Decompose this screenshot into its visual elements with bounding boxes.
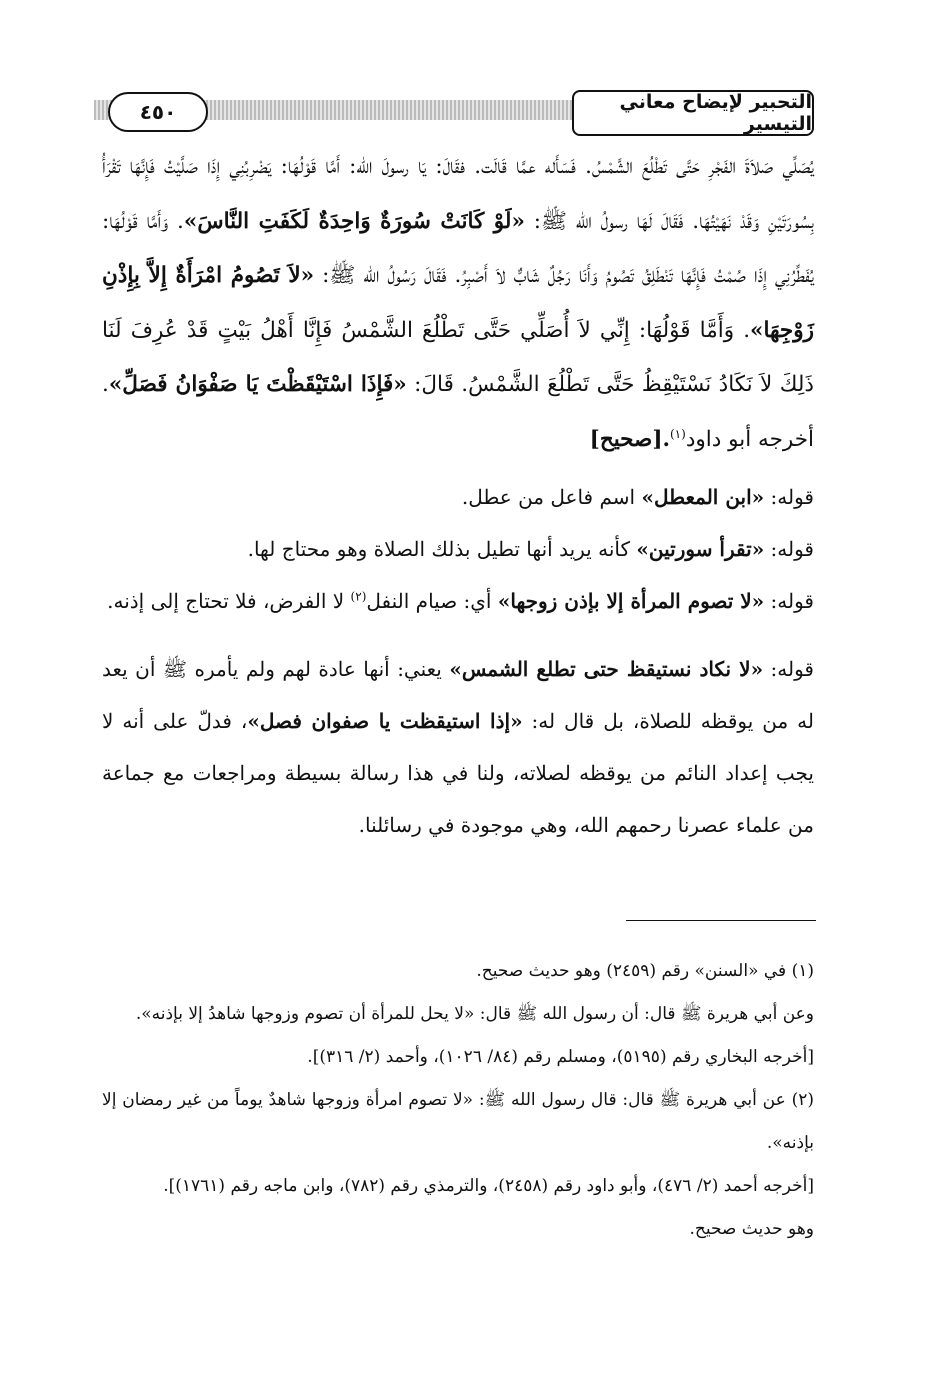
footnotes (102, 950, 814, 1251)
note-term: «لا نكاد نستيقظ حتى تطلع الشمس» (449, 657, 764, 681)
book-title: التحبير لإيضاح معاني التيسير (572, 90, 814, 136)
note-text-cont: لا الفرض، فلا تحتاج إلى إذنه. (107, 589, 351, 613)
footnote-line: (١) في «السنن» رقم (٢٤٥٩) وهو حديث صحيح. (476, 961, 814, 981)
note-lead: قوله: (764, 537, 814, 561)
note-text: اسم فاعل من عطل. (461, 485, 642, 509)
note-text: يعني: أنها عادة لهم ولم يأمره ﷺ أن يعد له من يوقظه للصلاة، بل قال له: (102, 657, 815, 733)
hadith-source: . أخرجه أبو داود (102, 372, 814, 452)
hadith-text-2: . وَأَمَّا قَوْلُهَا: يُفَطِّرُنِي إِذَا صُمْتُ فَإِنَّهَا تَنْطَلِقُ تَصُومُ وَأَنَا رَجُلٌ شَابٌّ لاَ أَصْبِرُ. فَقَالَ رَسُولُ الله ﷺ: (102, 208, 814, 288)
note-text: كأنه يريد أنها تطيل بذلك الصلاة وهو محتاج لها. (247, 537, 637, 561)
note-term-2: «إذا استيقظت يا صفوان فصل» (247, 709, 523, 733)
footnote-ref-2: (٢) (350, 589, 367, 604)
note-lead: قوله: (764, 485, 814, 509)
hadith-text-1: يُصَلِّي صَلاَةَ الفَجْرِ حَتَّى تَطْلُعَ الشَّمْسُ. فَسَأَله عمَّا قَالَت. فقَالَ: يَا رسولَ الله: أَمَّا قَوْلُهَا: يَضْرِبُنِي إِذَا صَلَّيْتُ فَإِنَّهَا تَقْرَأُ بِسُورَتَيْنِ وَقَدْ نَهَيْتُهَا. فَقَالَ لَهَا رسولُ الله ﷺ: (102, 154, 815, 234)
footnote-line: وهو حديث صحيح. (689, 1219, 814, 1239)
footnote-line: وعن أبي هريرة ﷺ قال: أن رسول الله ﷺ قال: «لا يحل للمرأة أن تصوم وزوجها شاهدُ إلا بإذنه». (135, 1004, 814, 1024)
hadith-quote-1: «لَوْ كَانَتْ سُورَةٌ وَاحِدَةٌ لَكَفَتِ النَّاسَ» (183, 208, 525, 234)
hadith-grade: .[صحيح] (589, 426, 670, 452)
footnote-separator (626, 920, 816, 921)
footnote-line: [أخرجه البخاري رقم (٥١٩٥)، ومسلم رقم (٨٤/ ١٠٢٦)، وأحمد (٢/ ٣١٦)]. (307, 1047, 814, 1067)
footnote-line: [أخرجه أحمد (٢/ ٤٧٦)، وأبو داود رقم (٢٤٥٨)، والترمذي رقم (٧٨٢)، وابن ماجه رقم (١٧٦١)]. (163, 1176, 814, 1196)
note-text: أي: صيام النفل (366, 589, 498, 613)
note-lead: قوله: (764, 589, 814, 613)
note-term: «لا تصوم المرأة إلا بإذن زوجها» (497, 589, 765, 613)
footnote-line: (٢) عن أبي هريرة ﷺ قال: قال رسول الله ﷺ: «لا تصوم امرأة وزوجها شاهدٌ يوماً من غير رمضان إلا بإذنه». (102, 1090, 814, 1153)
note-2 (102, 523, 814, 575)
note-4 (102, 643, 814, 851)
main-text (102, 140, 814, 851)
footnote-ref-1: (١) (669, 426, 686, 441)
note-term: «تقرأ سورتين» (636, 537, 765, 561)
hadith-text-3: . وَأَمَّا قَوْلُهَا: إِنِّي لاَ أُصَلِّي حَتَّى تَطْلُعَ الشَّمْسُ فَإِنَّا أَهْلُ بَيْتٍ قَدْ عُرِفَ لَنَا ذَلِكَ لاَ نَكَادُ نَسْتَيْقِظُ حَتَّى تَطْلُعَ الشَّمْسُ. قَالَ: (102, 317, 814, 397)
note-term: «ابن المعطل» (641, 485, 765, 509)
hadith-quote-2: «لاَ تَصُومُ امْرَأَةٌ إِلاَّ بِإِذْنِ زَوْجِهَا» (102, 263, 814, 343)
hadith-paragraph (102, 140, 814, 467)
page-number: ٤٥٠ (108, 92, 208, 132)
hadith-quote-3: «فَإِذَا اسْتَيْقَظْتَ يَا صَفْوَانُ فَصَلِّ» (108, 372, 407, 397)
note-text-cont: ، فدلّ على أنه لا يجب إعداد النائم من يوقظه لصلاته، ولنا في هذا رسالة بسيطة ومراجعات مع جماعة من علماء عصرنا رحمهم الله، وهي موجودة في رسائلنا. (102, 709, 814, 837)
note-lead: قوله: (763, 657, 814, 681)
note-1 (102, 471, 814, 523)
page-header (94, 90, 814, 140)
note-3 (102, 575, 814, 627)
